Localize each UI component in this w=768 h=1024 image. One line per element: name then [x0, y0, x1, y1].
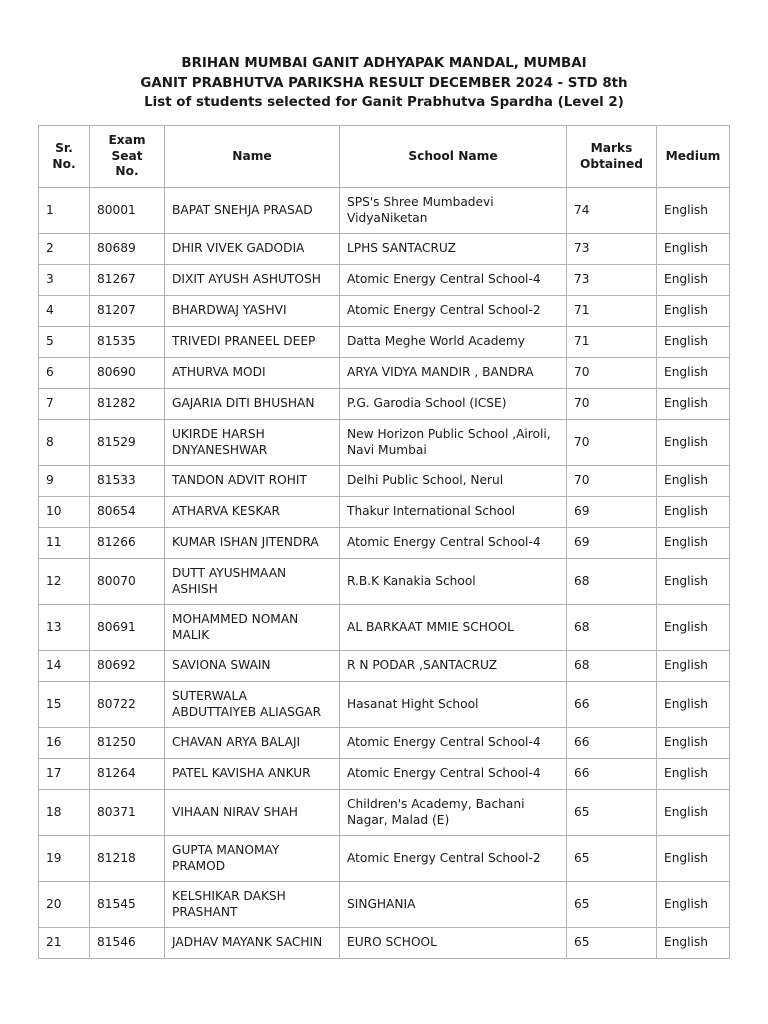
cell-medium: English [657, 928, 730, 959]
cell-name: SAVIONA SWAIN [165, 651, 340, 682]
cell-marks: 65 [567, 836, 657, 882]
cell-name: DUTT AYUSHMAAN ASHISH [165, 559, 340, 605]
cell-name: PATEL KAVISHA ANKUR [165, 759, 340, 790]
document-header [0, 54, 768, 113]
cell-name: TRIVEDI PRANEEL DEEP [165, 327, 340, 358]
cell-marks: 70 [567, 389, 657, 420]
table-row [39, 327, 730, 358]
table-row [39, 188, 730, 234]
header-medium: Medium [657, 126, 730, 188]
cell-name: SUTERWALA ABDUTTAIYEB ALIASGAR [165, 682, 340, 728]
cell-sr-no: 8 [39, 420, 90, 466]
cell-name: DIXIT AYUSH ASHUTOSH [165, 265, 340, 296]
cell-marks: 73 [567, 234, 657, 265]
result-title: GANIT PRABHUTVA PARIKSHA RESULT DECEMBER 2024 - STD 8th [140, 75, 628, 91]
cell-seat-no: 81533 [90, 466, 165, 497]
table-row [39, 296, 730, 327]
cell-school: New Horizon Public School ,Airoli, Navi Mumbai [340, 420, 567, 466]
cell-school: SPS's Shree Mumbadevi VidyaNiketan [340, 188, 567, 234]
cell-school: Atomic Energy Central School-2 [340, 296, 567, 327]
cell-sr-no: 19 [39, 836, 90, 882]
cell-seat-no: 80691 [90, 605, 165, 651]
organization-title: BRIHAN MUMBAI GANIT ADHYAPAK MANDAL, MUMBAI [181, 56, 587, 71]
cell-medium: English [657, 528, 730, 559]
cell-name: BAPAT SNEHJA PRASAD [165, 188, 340, 234]
cell-medium: English [657, 389, 730, 420]
cell-medium: English [657, 882, 730, 928]
cell-name: UKIRDE HARSH DNYANESHWAR [165, 420, 340, 466]
cell-marks: 68 [567, 651, 657, 682]
cell-sr-no: 7 [39, 389, 90, 420]
cell-marks: 65 [567, 790, 657, 836]
cell-school: Datta Meghe World Academy [340, 327, 567, 358]
cell-marks: 68 [567, 559, 657, 605]
cell-medium: English [657, 327, 730, 358]
cell-medium: English [657, 296, 730, 327]
cell-medium: English [657, 651, 730, 682]
table-row [39, 497, 730, 528]
table-row [39, 836, 730, 882]
cell-seat-no: 81264 [90, 759, 165, 790]
cell-school: R N PODAR ,SANTACRUZ [340, 651, 567, 682]
cell-seat-no: 81535 [90, 327, 165, 358]
table-row [39, 605, 730, 651]
header-school-name: School Name [340, 126, 567, 188]
cell-medium: English [657, 605, 730, 651]
cell-marks: 71 [567, 296, 657, 327]
cell-seat-no: 81282 [90, 389, 165, 420]
cell-school: Atomic Energy Central School-4 [340, 759, 567, 790]
cell-name: MOHAMMED NOMAN MALIK [165, 605, 340, 651]
cell-name: KUMAR ISHAN JITENDRA [165, 528, 340, 559]
header-sr-no: Sr. No. [39, 126, 90, 188]
cell-school: Hasanat Hight School [340, 682, 567, 728]
cell-school: R.B.K Kanakia School [340, 559, 567, 605]
cell-sr-no: 15 [39, 682, 90, 728]
cell-name: JADHAV MAYANK SACHIN [165, 928, 340, 959]
cell-marks: 70 [567, 420, 657, 466]
cell-marks: 69 [567, 497, 657, 528]
cell-medium: English [657, 497, 730, 528]
cell-school: Atomic Energy Central School-4 [340, 728, 567, 759]
cell-seat-no: 80722 [90, 682, 165, 728]
cell-marks: 71 [567, 327, 657, 358]
cell-sr-no: 10 [39, 497, 90, 528]
table-row [39, 466, 730, 497]
cell-seat-no: 81267 [90, 265, 165, 296]
header-name: Name [165, 126, 340, 188]
cell-marks: 70 [567, 358, 657, 389]
cell-sr-no: 2 [39, 234, 90, 265]
cell-school: Atomic Energy Central School-4 [340, 265, 567, 296]
cell-sr-no: 17 [39, 759, 90, 790]
cell-medium: English [657, 728, 730, 759]
table-row [39, 928, 730, 959]
cell-seat-no: 81529 [90, 420, 165, 466]
cell-marks: 68 [567, 605, 657, 651]
cell-sr-no: 12 [39, 559, 90, 605]
cell-school: Atomic Energy Central School-2 [340, 836, 567, 882]
cell-marks: 66 [567, 682, 657, 728]
table-row [39, 528, 730, 559]
cell-medium: English [657, 682, 730, 728]
cell-seat-no: 81546 [90, 928, 165, 959]
cell-school: Delhi Public School, Nerul [340, 466, 567, 497]
cell-marks: 65 [567, 928, 657, 959]
cell-seat-no: 81218 [90, 836, 165, 882]
table-row [39, 420, 730, 466]
table-row [39, 559, 730, 605]
cell-seat-no: 80692 [90, 651, 165, 682]
cell-sr-no: 3 [39, 265, 90, 296]
cell-medium: English [657, 759, 730, 790]
table-row [39, 358, 730, 389]
cell-name: ATHURVA MODI [165, 358, 340, 389]
table-row [39, 265, 730, 296]
cell-name: VIHAAN NIRAV SHAH [165, 790, 340, 836]
cell-marks: 69 [567, 528, 657, 559]
cell-name: ATHARVA KESKAR [165, 497, 340, 528]
list-subtitle: List of students selected for Ganit Prabhutva Spardha (Level 2) [144, 95, 624, 110]
table-row [39, 759, 730, 790]
cell-sr-no: 18 [39, 790, 90, 836]
cell-school: SINGHANIA [340, 882, 567, 928]
cell-name: GAJARIA DITI BHUSHAN [165, 389, 340, 420]
cell-sr-no: 14 [39, 651, 90, 682]
table-row [39, 728, 730, 759]
cell-school: P.G. Garodia School (ICSE) [340, 389, 567, 420]
header-exam-seat-no: Exam Seat No. [90, 126, 165, 188]
cell-school: LPHS SANTACRUZ [340, 234, 567, 265]
cell-medium: English [657, 234, 730, 265]
cell-medium: English [657, 790, 730, 836]
cell-seat-no: 80690 [90, 358, 165, 389]
table-row [39, 389, 730, 420]
cell-sr-no: 16 [39, 728, 90, 759]
cell-name: BHARDWAJ YASHVI [165, 296, 340, 327]
table-row [39, 790, 730, 836]
cell-name: KELSHIKAR DAKSH PRASHANT [165, 882, 340, 928]
cell-medium: English [657, 466, 730, 497]
cell-school: Children's Academy, Bachani Nagar, Malad (E) [340, 790, 567, 836]
cell-sr-no: 5 [39, 327, 90, 358]
cell-marks: 74 [567, 188, 657, 234]
table-row [39, 234, 730, 265]
cell-name: GUPTA MANOMAY PRAMOD [165, 836, 340, 882]
cell-school: Atomic Energy Central School-4 [340, 528, 567, 559]
cell-marks: 66 [567, 728, 657, 759]
cell-medium: English [657, 836, 730, 882]
cell-school: AL BARKAAT MMIE SCHOOL [340, 605, 567, 651]
cell-marks: 70 [567, 466, 657, 497]
cell-seat-no: 81207 [90, 296, 165, 327]
cell-name: DHIR VIVEK GADODIA [165, 234, 340, 265]
cell-seat-no: 81250 [90, 728, 165, 759]
cell-seat-no: 80371 [90, 790, 165, 836]
cell-medium: English [657, 420, 730, 466]
cell-sr-no: 1 [39, 188, 90, 234]
cell-medium: English [657, 358, 730, 389]
table-row [39, 682, 730, 728]
cell-sr-no: 20 [39, 882, 90, 928]
cell-school: Thakur International School [340, 497, 567, 528]
cell-medium: English [657, 559, 730, 605]
cell-seat-no: 80689 [90, 234, 165, 265]
cell-sr-no: 13 [39, 605, 90, 651]
cell-seat-no: 80070 [90, 559, 165, 605]
cell-marks: 66 [567, 759, 657, 790]
table-header-row [39, 126, 730, 188]
cell-medium: English [657, 188, 730, 234]
cell-sr-no: 6 [39, 358, 90, 389]
cell-seat-no: 81266 [90, 528, 165, 559]
cell-sr-no: 11 [39, 528, 90, 559]
cell-medium: English [657, 265, 730, 296]
table-row [39, 651, 730, 682]
cell-seat-no: 80654 [90, 497, 165, 528]
cell-seat-no: 80001 [90, 188, 165, 234]
cell-name: CHAVAN ARYA BALAJI [165, 728, 340, 759]
cell-marks: 65 [567, 882, 657, 928]
cell-seat-no: 81545 [90, 882, 165, 928]
header-marks-obtained: Marks Obtained [567, 126, 657, 188]
cell-school: EURO SCHOOL [340, 928, 567, 959]
results-table [38, 125, 730, 959]
cell-sr-no: 9 [39, 466, 90, 497]
table-row [39, 882, 730, 928]
cell-name: TANDON ADVIT ROHIT [165, 466, 340, 497]
cell-sr-no: 21 [39, 928, 90, 959]
cell-marks: 73 [567, 265, 657, 296]
cell-sr-no: 4 [39, 296, 90, 327]
cell-school: ARYA VIDYA MANDIR , BANDRA [340, 358, 567, 389]
